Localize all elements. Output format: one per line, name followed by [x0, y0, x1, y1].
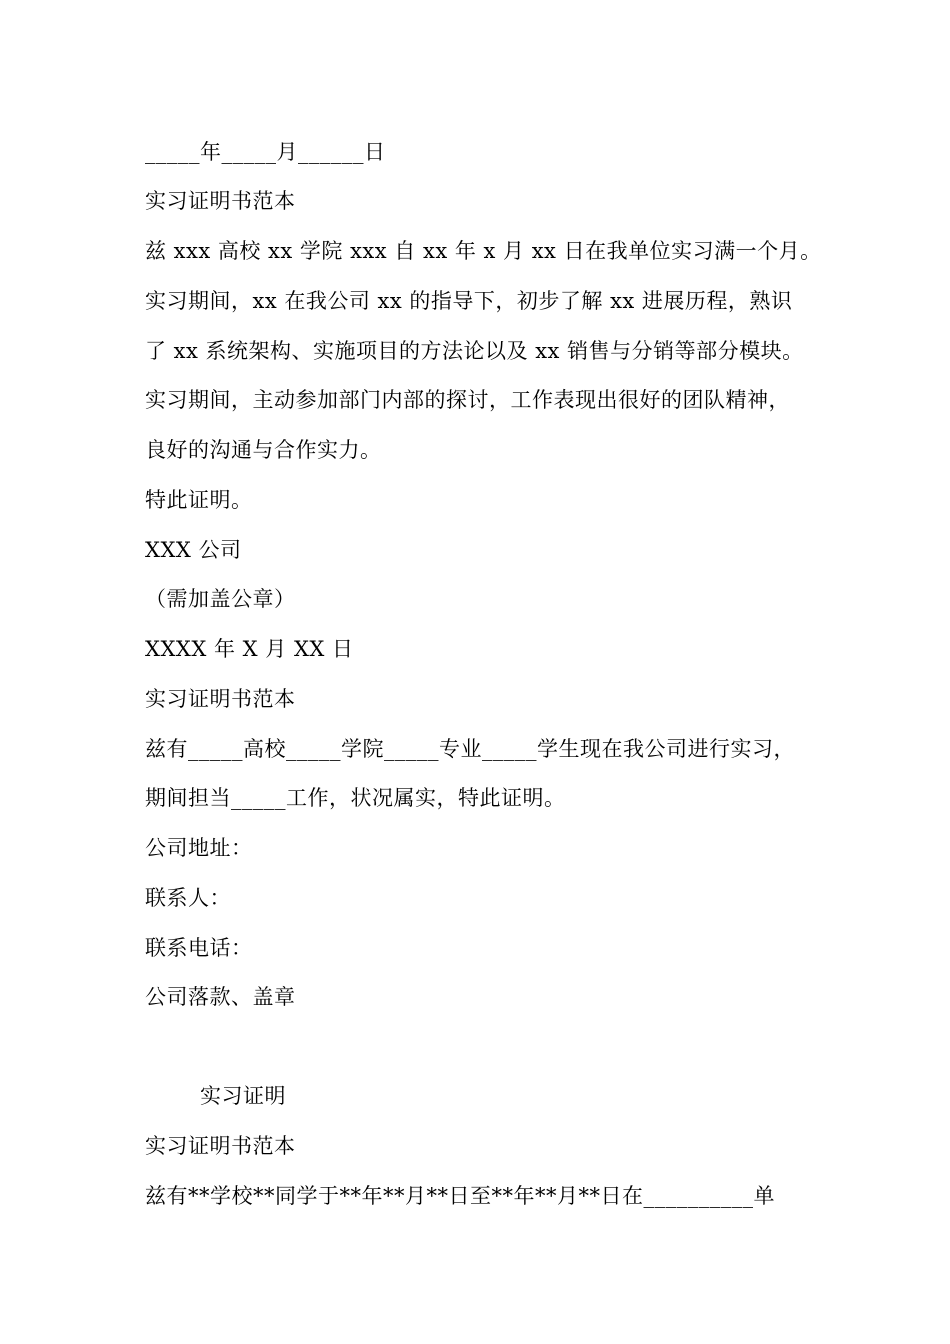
certification-statement: 特此证明。 [145, 488, 253, 512]
body-paragraph-line: 期间担当_____工作，状况属实，特此证明。 [145, 786, 566, 810]
section-title: 实习证明书范本 [145, 687, 296, 711]
body-paragraph-line: 良好的沟通与合作实力。 [145, 438, 382, 462]
body-paragraph-line: 兹 xxx 高校 xx 学院 xxx 自 xx 年 x 月 xx 日在我单位实习满一个月。 [145, 239, 822, 263]
heading-certificate: 实习证明 [200, 1084, 286, 1108]
seal-note: （需加盖公章） [145, 587, 296, 611]
company-signature-label: 公司落款、盖章 [145, 985, 296, 1009]
body-paragraph-line: 了 xx 系统架构、实施项目的方法论以及 xx 销售与分销等部分模块。 [145, 339, 804, 363]
section-title: 实习证明书范本 [145, 189, 296, 213]
company-name: XXX 公司 [145, 538, 242, 562]
section-title: 实习证明书范本 [145, 1134, 296, 1158]
contact-person-label: 联系人： [145, 886, 231, 910]
company-address-label: 公司地址： [145, 836, 253, 860]
body-paragraph-line: 兹有_____高校_____学院_____专业_____学生现在我公司进行实习， [145, 737, 795, 761]
signature-date: XXXX 年 X 月 XX 日 [145, 637, 354, 661]
contact-phone-label: 联系电话： [145, 936, 253, 960]
body-paragraph-line: 实习期间，主动参加部门内部的探讨，工作表现出很好的团队精神， [145, 388, 790, 412]
body-paragraph-line: 兹有**学校**同学于**年**月**日至**年**月**日在__________单 [145, 1184, 775, 1208]
body-paragraph-line: 实习期间，xx 在我公司 xx 的指导下，初步了解 xx 进展历程，熟识 [145, 289, 793, 313]
date-blank-line: _____年_____月______日 [145, 140, 386, 164]
